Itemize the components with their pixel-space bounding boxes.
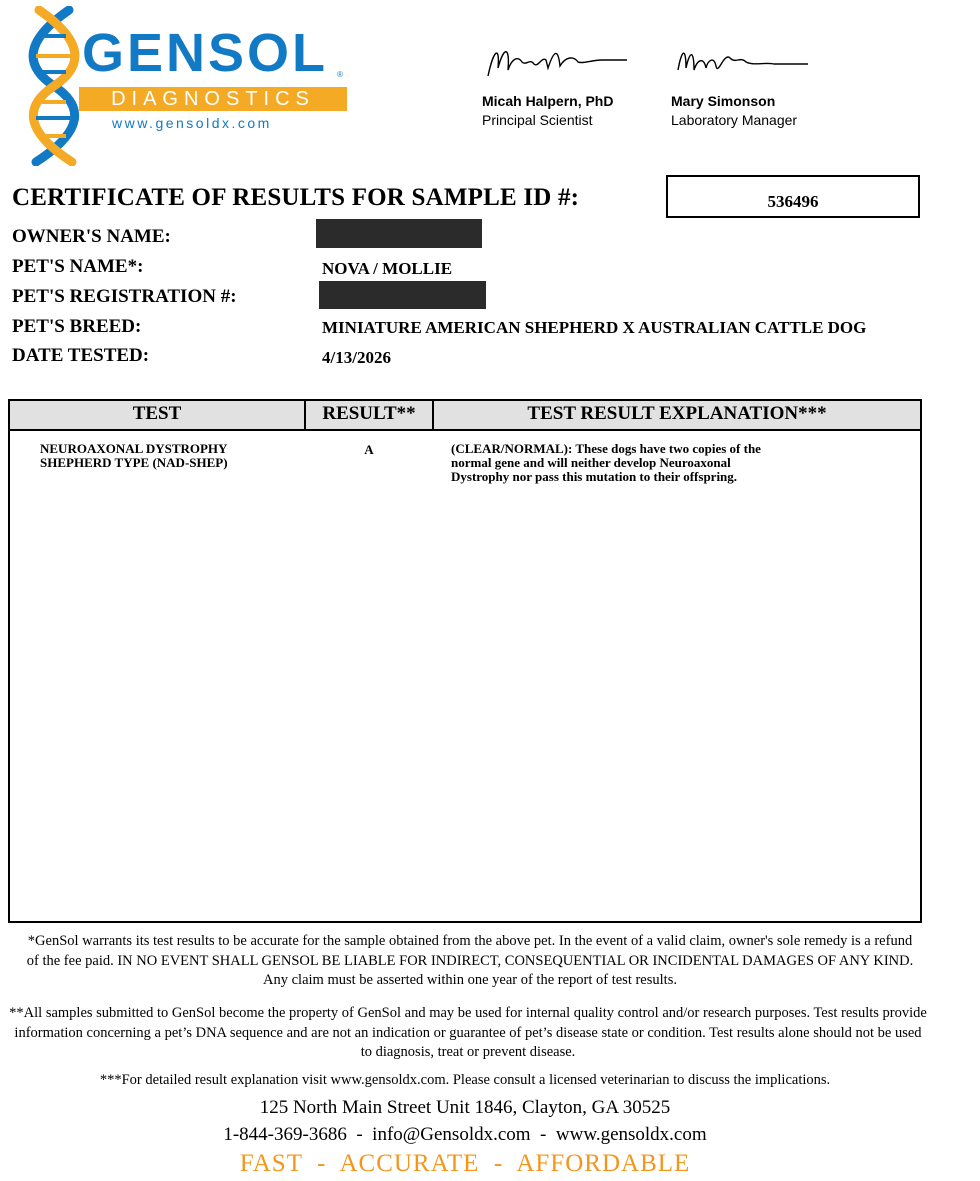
registered-mark: ®: [337, 70, 343, 79]
signatory-2-title: Laboratory Manager: [671, 112, 798, 128]
signatory-1-title: Principal Scientist: [482, 112, 593, 128]
brand-name: GENSOL: [82, 23, 329, 83]
pet-registration-label: PET'S REGISTRATION #:: [12, 286, 237, 307]
tagline: FAST - ACCURATE - AFFORDABLE: [239, 1150, 691, 1177]
property-note: **All samples submitted to GenSol become the property of GenSol and may be used for internal quality control and/or research purposes. Test results provide information concerning a pet’s DNA sequence and are not an indication or guarantee of pet’s disease state or condition. Test results alone should not be used to diagnosis, treat or prevent disease.: [9, 1005, 927, 1060]
pet-name-label: PET'S NAME*:: [12, 256, 144, 277]
row-1-result: A: [364, 442, 374, 457]
sample-id: 536496: [767, 192, 819, 211]
sample-id-box: [666, 175, 920, 218]
header-test: TEST: [132, 403, 182, 424]
signature-1: [482, 38, 632, 88]
pet-breed-label: PET'S BREED:: [12, 316, 142, 337]
owner-name-redacted: [316, 219, 482, 248]
row-1-test: NEUROAXONAL DYSTROPHY SHEPHERD TYPE (NAD-SHEP): [40, 441, 228, 470]
certificate-title: CERTIFICATE OF RESULTS FOR SAMPLE ID #:: [12, 184, 580, 211]
signature-micah-icon: [482, 38, 632, 88]
gensol-logo: [14, 6, 364, 166]
header-explanation: TEST RESULT EXPLANATION***: [527, 403, 827, 424]
pet-breed-value: MINIATURE AMERICAN SHEPHERD X AUSTRALIAN CATTLE DOG: [322, 318, 867, 337]
pet-registration-redacted: [319, 281, 486, 309]
contact-line: 1-844-369-3686 - info@Gensoldx.com - www.gensoldx.com: [223, 1124, 707, 1145]
warranty-note: *GenSol warrants its test results to be accurate for the sample obtained from the above pet. In the event of a valid claim, owner's sole remedy is a refund of the fee paid. IN NO EVENT SHALL GENSOL BE LIABLE FOR INDIRECT, CONSEQUENTIAL OR INCIDENTAL DAMAGES OF ANY KIND. Any claim must be asserted within one year of the report of test results.: [26, 933, 914, 988]
pet-name-value: NOVA / MOLLIE: [322, 259, 453, 278]
date-tested-value: 4/13/2026: [322, 348, 391, 367]
brand-subtitle: DIAGNOSTICS: [79, 87, 347, 111]
signature-mary-icon: [674, 40, 814, 85]
signatory-2-name: Mary Simonson: [671, 93, 776, 109]
signature-2: [674, 40, 814, 85]
header-result: RESULT**: [322, 403, 416, 424]
row-1-explanation: (CLEAR/NORMAL): These dogs have two copies of the normal gene and will neither develop Neuroaxonal Dystrophy nor pass this mutation to their offspring.: [451, 441, 761, 484]
signatory-1-name: Micah Halpern, PhD: [482, 93, 614, 109]
address: 125 North Main Street Unit 1846, Clayton, GA 30525: [259, 1097, 671, 1118]
brand-url: www.gensoldx.com: [112, 115, 272, 131]
owner-name-label: OWNER'S NAME:: [12, 226, 171, 247]
explanation-note: ***For detailed result explanation visit www.gensoldx.com. Please consult a licensed veterinarian to discuss the implications.: [99, 1072, 831, 1088]
date-tested-label: DATE TESTED:: [12, 345, 150, 366]
